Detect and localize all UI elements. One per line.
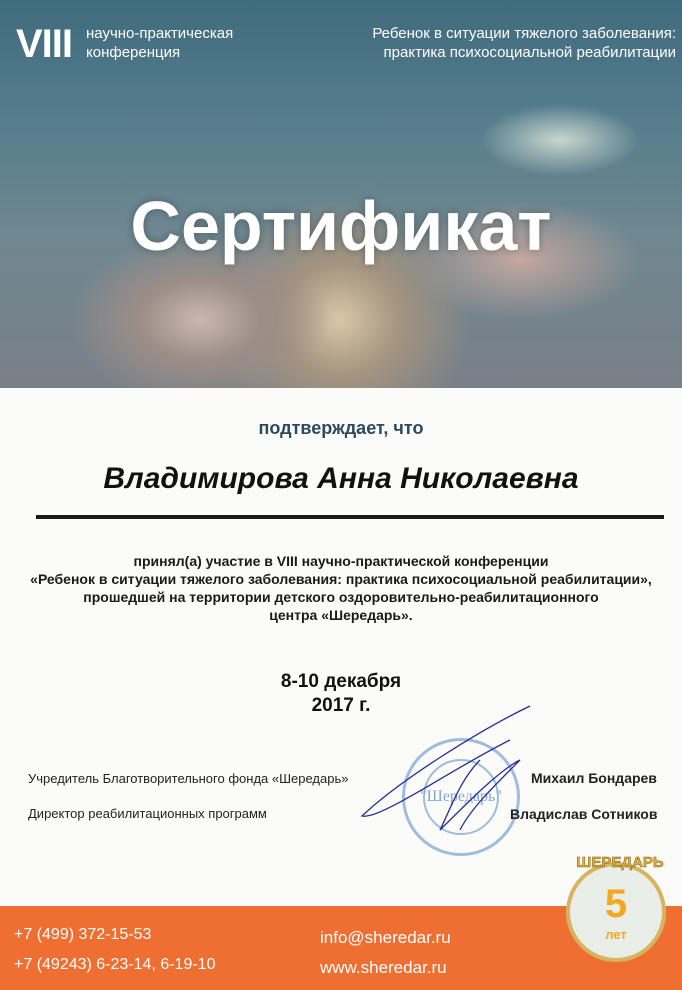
conference-type — [86, 24, 233, 62]
body-line: «Ребенок в ситуации тяжелого заболевания: практика психосоциальной реабилитации», — [30, 571, 652, 587]
signatory-role: Директор реабилитационных программ — [28, 806, 267, 821]
email-link[interactable]: info@sheredar.ru — [320, 928, 451, 947]
certificate-body — [0, 552, 682, 624]
signatory-role: Учредитель Благотворительного фонда «Шередарь» — [28, 771, 349, 786]
recipient-name: Владимирова Анна Николаевна — [103, 462, 579, 495]
body-line: центра «Шередарь». — [269, 607, 413, 623]
date-days: 8-10 декабря — [280, 671, 402, 692]
phone-2: +7 (49243) 6-23-14, 6-19-10 — [14, 956, 216, 973]
conference-number: VIII — [16, 22, 73, 66]
body-line: прошедшей на территории детского оздоровительно-реабилитационного — [83, 589, 599, 605]
conf-line-1: научно-практическая — [86, 25, 234, 42]
logo-number: 5 — [604, 882, 628, 926]
topic-line-2: практика психосоциальной реабилитации — [383, 44, 676, 61]
signatory-name: Михаил Бондарев — [531, 770, 657, 786]
certificate-title: Сертификат — [130, 187, 552, 265]
phone-1: +7 (499) 372-15-53 — [14, 926, 152, 943]
signatory-name: Владислав Сотников — [510, 806, 658, 822]
event-date — [0, 670, 682, 718]
stamp-text: "Шередарь" — [423, 759, 499, 835]
sheredar-5-years-logo — [566, 854, 666, 962]
date-year: 2017 г. — [311, 695, 371, 716]
topic-line-1: Ребенок в ситуации тяжелого заболевания: — [372, 25, 676, 42]
logo-unit: лет — [605, 927, 627, 942]
body-line: принял(а) участие в VIII научно-практической конференции — [133, 553, 549, 569]
logo-name: ШЕРЕДАРЬ — [576, 854, 664, 871]
name-underline — [36, 515, 664, 519]
conf-line-2: конференция — [86, 44, 181, 61]
confirms-text: подтверждает, что — [258, 418, 424, 438]
website-link[interactable]: www.sheredar.ru — [320, 958, 447, 977]
header-photo-banner — [0, 0, 682, 388]
conference-topic — [372, 24, 676, 62]
